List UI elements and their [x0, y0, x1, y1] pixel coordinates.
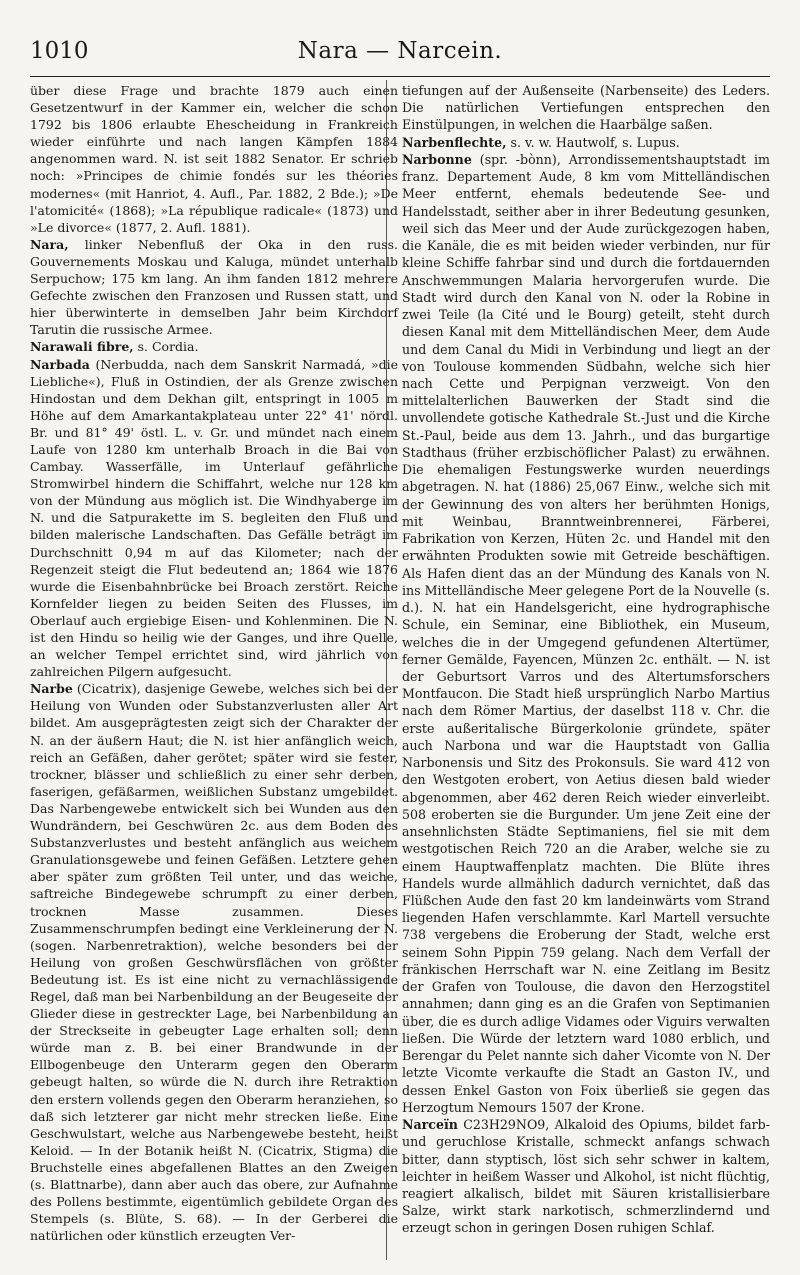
- entry-continuation: [30, 82, 398, 236]
- page-number: 1010: [30, 38, 89, 64]
- running-head: Nara — Narcein.: [297, 38, 503, 64]
- entry-nara: [30, 236, 398, 339]
- entry-text: (Nerbudda, nach dem Sanskrit Narmadá, »die Liebliche«), Fluß in Ostindien, der als Grenze zwischen Hindostan und dem Dekhan gilt, entspringt in 1005 m Höhe auf dem Amarkantakplateau unter 22° 41' nördl. Br. und 81° 49' östl. L. v. Gr. und mündet nach einem Laufe von 1280 km unterhalb Broach in die Bai von Cambay. Wasserfälle, im Unterlauf gefährliche Stromwirbel hindern die Schiffahrt, welche nur 128 km von der Mündung aus möglich ist. Die Windhyaberge im N. und die Satpurakette im S. begleiten den Fluß und bilden malerische Landschaften. Das Gefälle beträgt im Durchschnitt 0,94 m auf das Kilometer; nach der Regenzeit steigt die Flut bedeutend an; 1864 wie 1876 wurde die Eisenbahnbrücke bei Broach zerstört. Reiche Kornfelder liegen zu beiden Seiten des Flusses, im Oberlauf auch ergiebige Eisen- und Kohlenminen. Die N. ist den Hindu so heilig wie der Ganges, und ihre Quelle, an welcher Tempel errichtet sind, wird jährlich von zahlreichen Pilgern aufgesucht.: [30, 356, 398, 680]
- right-column: [402, 82, 770, 1237]
- entry-narbe: [30, 680, 398, 1244]
- entry-continuation: [402, 82, 770, 134]
- entry-narcein: [402, 1116, 770, 1237]
- left-column: [30, 82, 398, 1244]
- entry-text: linker Nebenfluß der Oka in den russ. Gouvernements Moskau und Kaluga, mündet unterhalb Serpuchow; 175 km lang. An ihm fanden 1812 mehrere Gefechte zwischen den Franzosen und Russen statt, und hier überwinterte in demselben Jahr beim Kirchdorf Tarutin die russische Armee.: [30, 236, 398, 338]
- entry-headword: Narbonne: [402, 151, 472, 167]
- entry-headword: Narceïn: [402, 1117, 458, 1133]
- entry-text: (spr. -bònn), Arrondissementshauptstadt im franz. Departement Aude, 8 km vom Mittelländischen Meer entfernt, ehemals bedeutende See- und Handelsstadt, seither aber in ihrer Bedeutung gesunken, weil sich das Meer und der Aude zurückgezogen haben, die Kanäle, die es mit beiden wieder verbinden, nur für kleine Schiffe fahrbar sind und durch die fortdauernden Anschwemmungen Malaria hervorgerufen wurde. Die Stadt wird durch den Kanal von N. oder la Robine in zwei Teile (la Cité und le Bourg) geteilt, steht durch diesen Kanal mit dem Mittelländischen Meer, dem Aude und dem Canal du Midi in Verbindung und liegt an der von Toulouse kommenden Südbahn, welche sich hier nach Cette und Perpignan verzweigt. Von den mittelalterlichen Bauwerken der Stadt sind die unvollendete gotische Kathedrale St.-Just und die Kirche St.-Paul, beide aus dem 13. Jahrh., und das burgartige Stadthaus (früher erzbischöflicher Palast) zu erwähnen. Die ehemaligen Festungswerke wurden neuerdings abgetragen. N. hat (1886) 25,067 Einw., welche sich mit der Gewinnung des von alters her berühmten Honigs, mit Weinbau, Branntweinbrennerei, Färberei, Fabrikation von Kerzen, Hüten 2c. und Handel mit den erwähnten Produkten sowie mit Getreide beschäftigen. Als Hafen dient das an der Mündung des Kanals von N. ins Mittelländische Meer gelegene Port de la Nouvelle (s. d.). N. hat ein Handelsgericht, eine hydrographische Schule, ein Seminar, eine Bibliothek, ein Museum, welches die in der Umgegend gefundenen Altertümer, ferner Gemälde, Fayencen, Münzen 2c. enthält. — N. ist der Geburtsort Varros und des Altertumsforschers Montfaucon. Die Stadt hieß ursprünglich Narbo Martius nach dem Römer Martius, der daselbst 118 v. Chr. die erste außeritalische Bürgerkolonie gründete, später auch Narbona und war die Hauptstadt von Gallia Narbonensis und Sitz des Prokonsuls. Sie ward 412 von den Westgoten erobert, von Aetius diesen bald wieder abgenommen, aber 462 deren Reich wieder einverleibt. 508 eroberten sie die Burgunder. Um jene Zeit eine der ansehnlichsten Städte Septimaniens, fiel sie mit dem westgotischen Reich 720 an die Araber, welche sie zu einem Hauptwaffenplatz machten. Die Blüte ihres Handels wurde allmählich dadurch vernichtet, daß das Flüßchen Aude den fast 20 km landeinwärts vom Strand liegenden Hafen verschlammte. Karl Martell versuchte 738 vergebens die Eroberung der Stadt, welche erst seinem Sohn Pippin 759 gelang. Nach dem Verfall der fränkischen Herrschaft war N. eine Zeitlang im Besitz der Grafen von Toulouse, die davon den Herzogstitel annahmen; dann ging es an die Grafen von Septimanien über, die es durch adlige Vidames oder Viguirs verwalten ließen. Die Würde der letztern ward 1080 erblich, und Berengar du Pelet nannte sich daher Vicomte von N. Der letzte Vicomte verkaufte die Stadt an Gaston IV., und dessen Enkel Gaston von Foix überließ sie gegen das Herzogtum Nemours 1507 der Krone.: [402, 151, 770, 1115]
- entry-text: s. v. w. Hautwolf, s. Lupus.: [506, 134, 680, 150]
- entry-headword: Narawali fibre,: [30, 339, 134, 355]
- entry-headword: Narbenflechte,: [402, 134, 507, 150]
- entry-narbonne: [402, 151, 770, 1116]
- entry-text: s. Cordia.: [133, 339, 199, 355]
- page-header: [30, 30, 770, 74]
- entry-text: tiefungen auf der Außenseite (Narbenseite) des Leders. Die natürlichen Vertiefungen entsprechen den Einstülpungen, in welchen die Haarbälge saßen.: [402, 83, 770, 133]
- entry-text: (Cicatrix), dasjenige Gewebe, welches sich bei der Heilung von Wunden oder Substanzverlusten aller Art bildet. Am ausgeprägtesten zeigt sich der Charakter der N. an der äußern Haut; die N. ist hier anfänglich weich, reich an Gefäßen, daher gerötet; später wird sie fester, trockner, blässer und schließlich zu einer sehr derben, faserigen, gefäßarmen, weißlichen Substanz umgebildet. Das Narbengewebe entwickelt sich bei Wunden aus den Wundrändern, bei Geschwüren 2c. aus dem Boden des Substanzverlustes und besteht anfänglich aus weichem Granulationsgewebe und feinen Gefäßen. Letztere gehen aber später zum größten Teil unter, und das weiche, saftreiche Bindegewebe schrumpft zu einer derben, trocknen Masse zusammen. Dieses Zusammenschrumpfen bedingt eine Verkleinerung der N. (sogen. Narbenretraktion), welche besonders bei der Heilung von großen Geschwürsflächen von größter Bedeutung ist. Es ist eine nicht zu vernachlässigende Regel, daß man bei Narbenbildung an der Beugeseite der Glieder diese in gestreckter Lage, bei Narbenbildung an der Streckseite in gebeugter Lage erhalten soll; denn würde man z. B. bei einer Brandwunde in der Ellbogenbeuge den Unterarm gegen den Oberarm gebeugt halten, so würde die N. durch ihre Retraktion den erstern vollends gegen den Oberarm heranziehen, so daß sich letzterer gar nicht mehr strecken ließe. Eine Geschwulstart, welche aus Narbengewebe besteht, heißt Keloid. — In der Botanik heißt N. (Cicatrix, Stigma) die Bruchstelle eines abgefallenen Blattes an den Zweigen (s. Blattnarbe), dann aber auch das obere, zur Aufnahme des Pollens bestimmte, eigentümlich gebildete Organ des Stempels (s. Blüte, S. 68). — In der Gerberei die natürlichen oder künstlich erzeugten Ver-: [30, 681, 398, 1244]
- entry-headword: Nara,: [30, 236, 69, 252]
- entry-narbada: [30, 356, 398, 681]
- entry-narbenflechte: [402, 134, 770, 151]
- entry-headword: Narbada: [30, 356, 90, 372]
- entry-narawali: [30, 338, 398, 355]
- entry-headword: Narbe: [30, 681, 73, 697]
- entry-text: über diese Frage und brachte 1879 auch einen Gesetzentwurf in der Kammer ein, welcher die schon 1792 bis 1806 erlaubte Ehescheidung in Frankreich wieder einführte und nach langen Kämpfen 1884 angenommen ward. N. ist seit 1882 Senator. Er schrieb noch: »Principes de chimie fondés sur les théories modernes« (mit Hanriot, 4. Aufl., Par. 1882, 2 Bde.); »De l'atomicité« (1868); »La république radicale« (1873) und »Le divorce« (1877, 2. Aufl. 1881).: [30, 83, 398, 235]
- entry-text: C23H29NO9, Alkaloid des Opiums, bildet farb- und geruchlose Kristalle, schmeckt anfangs schwach bitter, dann styptisch, löst sich sehr schwer in kaltem, leichter in heißem Wasser und Alkohol, ist nicht flüchtig, reagiert alkalisch, bildet mit Säuren kristallisierbare Salze, wirkt stark narkotisch, schmerzlindernd und erzeugt schon in geringen Dosen ruhigen Schlaf.: [402, 1117, 770, 1236]
- header-rule: [30, 76, 770, 77]
